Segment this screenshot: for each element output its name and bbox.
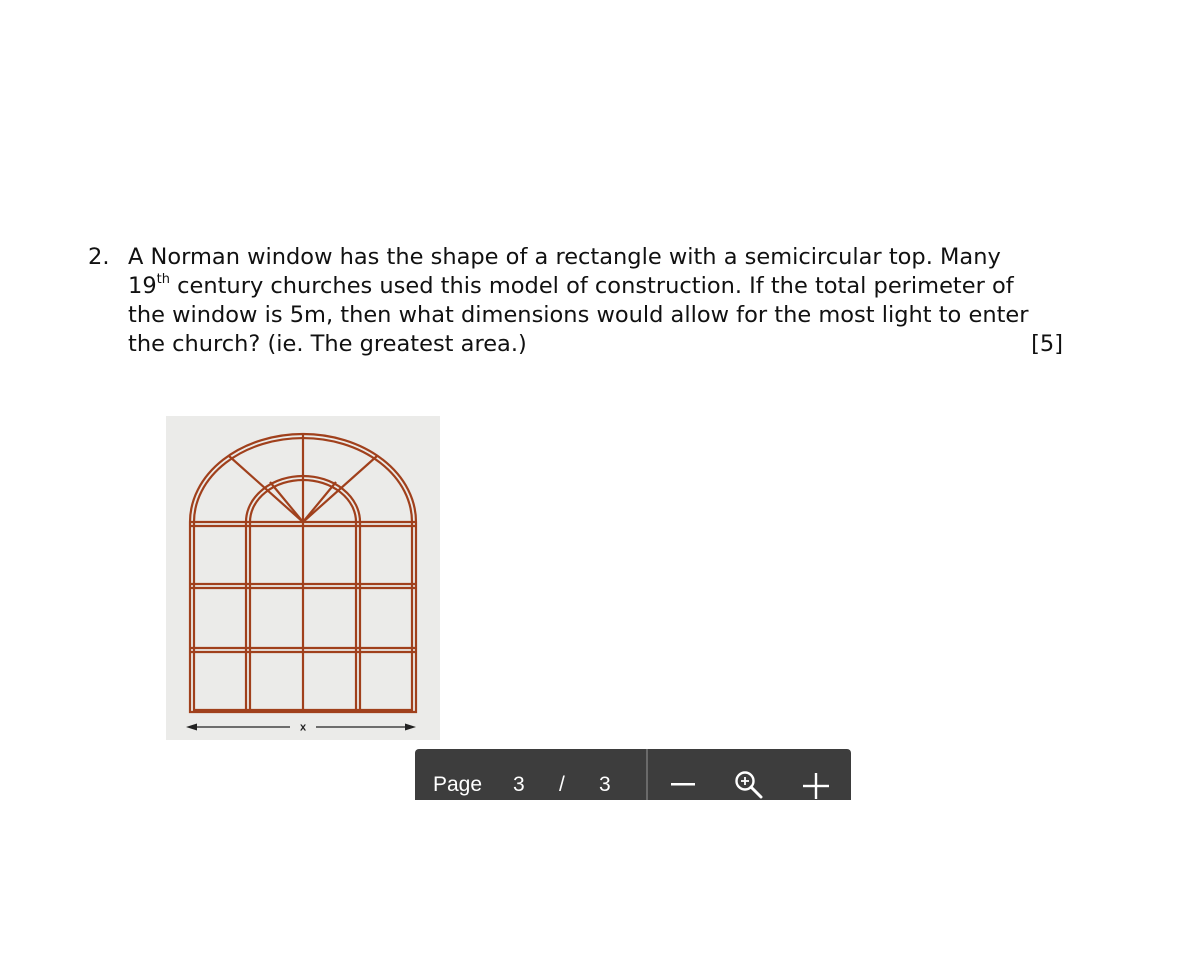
dimension-arrow-right (405, 724, 416, 731)
fan-right (303, 456, 377, 522)
total-pages: 3 (599, 773, 611, 796)
norman-window-drawing (166, 416, 440, 740)
fan-left (229, 456, 303, 522)
page-label: Page (433, 773, 483, 796)
dimension-arrow-left (186, 724, 197, 731)
question-line-2 (128, 272, 1088, 301)
question-number: 2. (88, 244, 110, 270)
question-line-1: A Norman window has the shape of a rectangle with a semicircular top. Many (128, 244, 1001, 270)
page-separator: / (559, 773, 565, 796)
century-number: 19 (128, 273, 157, 299)
magnifier-plus-icon[interactable] (733, 769, 765, 800)
question-line-4-row (128, 330, 1063, 359)
dimension-label: x (299, 721, 307, 734)
question-line-2-text: century churches used this model of construction. If the total perimeter of (177, 273, 1014, 299)
fan-right-inner (303, 482, 336, 522)
fan-left-inner (270, 482, 303, 522)
minus-icon[interactable] (671, 781, 695, 787)
marks-label: [5] (1031, 331, 1063, 357)
question-text (128, 243, 1088, 359)
question-line-3: the window is 5m, then what dimensions would allow for the most light to enter (128, 302, 1029, 328)
question-line-4: the church? (ie. The greatest area.) (128, 331, 527, 357)
century-superscript: th (156, 272, 170, 287)
pdf-page-toolbar (415, 749, 851, 800)
current-page-input[interactable]: 3 (513, 773, 525, 796)
plus-icon[interactable] (803, 773, 829, 799)
toolbar-divider (646, 749, 648, 800)
norman-window-figure (166, 416, 440, 740)
